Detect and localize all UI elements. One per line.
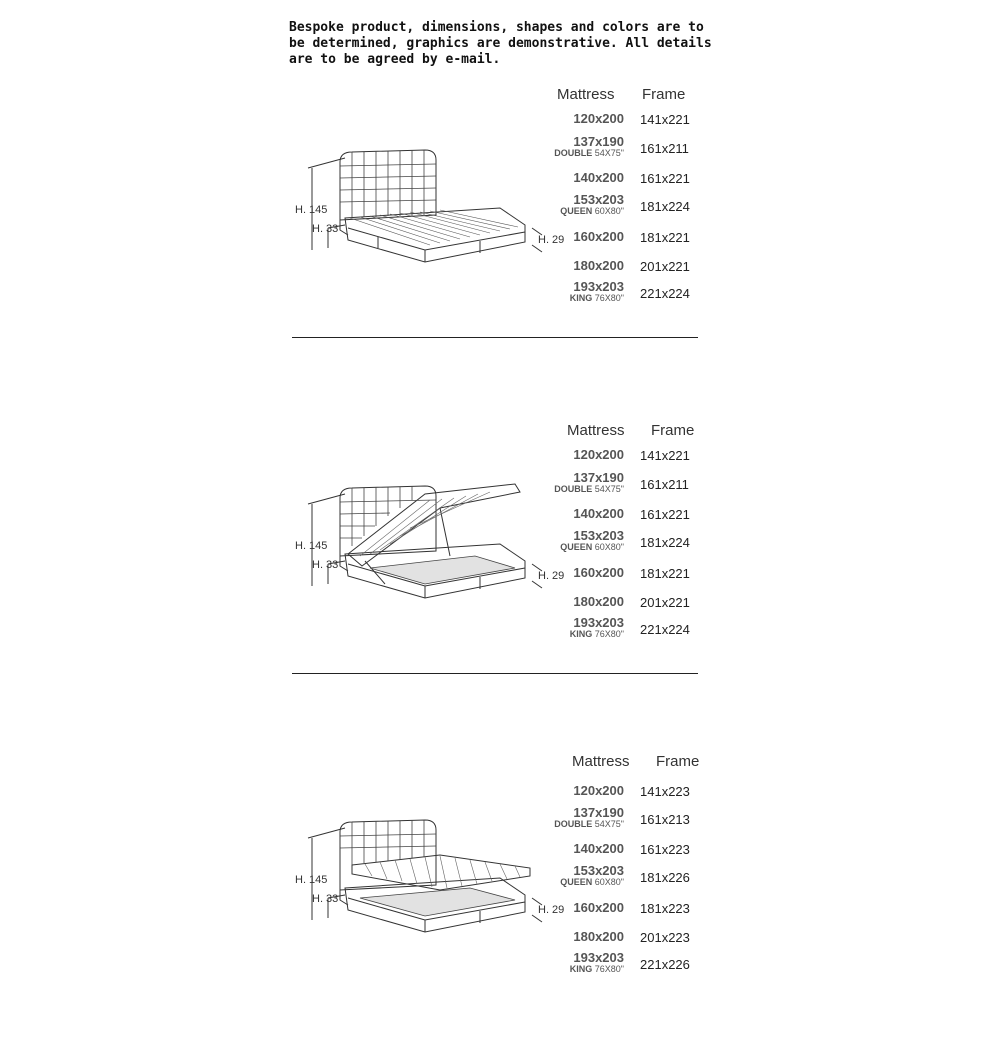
frame-size: 221x226 xyxy=(640,957,690,972)
frame-size: 181x223 xyxy=(640,901,690,916)
frame-size: 161x221 xyxy=(640,507,690,522)
dim-side-height: H. 29 xyxy=(538,234,565,246)
size-row xyxy=(540,135,710,165)
mattress-note-size: 54X75" xyxy=(594,484,624,494)
mattress-note-size: 60X80" xyxy=(594,206,624,216)
size-row xyxy=(540,806,710,836)
mattress-size: 153x203 xyxy=(573,192,624,207)
mattress-size: 180x200 xyxy=(573,929,624,944)
header-frame: Frame xyxy=(642,86,686,103)
frame-size: 181x224 xyxy=(640,535,690,550)
mattress-note: DOUBLE xyxy=(554,484,593,494)
size-row xyxy=(540,193,710,223)
mattress-size: 120x200 xyxy=(573,111,624,126)
frame-size: 161x221 xyxy=(640,171,690,186)
size-row xyxy=(540,228,710,258)
mattress-size: 140x200 xyxy=(573,841,624,856)
frame-size: 221x224 xyxy=(640,286,690,301)
dim-side-height: H. 29 xyxy=(538,904,565,916)
size-row xyxy=(540,864,710,894)
frame-size: 221x224 xyxy=(640,622,690,637)
mattress-size: 140x200 xyxy=(573,506,624,521)
mattress-size: 120x200 xyxy=(573,447,624,462)
mattress-note: KING xyxy=(569,629,593,639)
mattress-size: 120x200 xyxy=(573,783,624,798)
frame-size: 141x221 xyxy=(640,448,690,463)
mattress-note: QUEEN xyxy=(560,877,593,887)
frame-size: 181x224 xyxy=(640,199,690,214)
dim-side-height: H. 29 xyxy=(538,570,565,582)
header-mattress: Mattress xyxy=(567,422,625,439)
mattress-note-size: 76X80" xyxy=(594,293,624,303)
dim-base-height: H. 33 xyxy=(312,893,339,905)
frame-size: 141x223 xyxy=(640,784,690,799)
dim-total-height: H. 145 xyxy=(295,874,328,886)
mattress-note-size: 76X80" xyxy=(594,629,624,639)
header-frame: Frame xyxy=(651,422,695,439)
size-row xyxy=(540,280,710,310)
mattress-note-size: 76X80" xyxy=(594,964,624,974)
section-divider xyxy=(292,673,698,674)
size-row xyxy=(540,616,710,646)
mattress-note: DOUBLE xyxy=(554,148,593,158)
mattress-size: 180x200 xyxy=(573,594,624,609)
mattress-size: 137x190 xyxy=(573,470,624,485)
header-frame: Frame xyxy=(656,753,700,770)
frame-size: 161x213 xyxy=(640,812,690,827)
header-mattress: Mattress xyxy=(572,753,630,770)
notice-line-3: are to be agreed by e-mail. xyxy=(289,52,501,67)
notice-line-2: be determined, graphics are demonstrative. All details xyxy=(289,36,712,51)
mattress-note-size: 54X75" xyxy=(594,819,624,829)
frame-size: 201x221 xyxy=(640,259,690,274)
frame-size: 181x226 xyxy=(640,870,690,885)
size-row xyxy=(540,471,710,501)
frame-size: 181x221 xyxy=(640,230,690,245)
frame-size: 161x211 xyxy=(640,141,689,156)
frame-size: 161x211 xyxy=(640,477,689,492)
mattress-size: 180x200 xyxy=(573,258,624,273)
size-row xyxy=(540,564,710,594)
notice-line-1: Bespoke product, dimensions, shapes and colors are to xyxy=(289,20,704,35)
mattress-size: 137x190 xyxy=(573,805,624,820)
frame-size: 201x223 xyxy=(640,930,690,945)
size-row xyxy=(540,951,710,981)
mattress-note-size: 54X75" xyxy=(594,148,624,158)
dim-base-height: H. 33 xyxy=(312,223,339,235)
mattress-note: QUEEN xyxy=(560,206,593,216)
mattress-note-size: 60X80" xyxy=(594,542,624,552)
bed-section-side-lift xyxy=(0,416,1000,716)
dim-total-height: H. 145 xyxy=(295,204,328,216)
mattress-size: 193x203 xyxy=(573,279,624,294)
mattress-size: 153x203 xyxy=(573,863,624,878)
section-divider xyxy=(292,337,698,338)
mattress-note-size: 60X80" xyxy=(594,877,624,887)
frame-size: 141x221 xyxy=(640,112,690,127)
mattress-size: 160x200 xyxy=(573,229,624,244)
mattress-note: KING xyxy=(569,964,593,974)
frame-size: 181x221 xyxy=(640,566,690,581)
mattress-size: 193x203 xyxy=(573,615,624,630)
mattress-note: KING xyxy=(569,293,593,303)
mattress-size: 160x200 xyxy=(573,900,624,915)
mattress-note: QUEEN xyxy=(560,542,593,552)
size-row xyxy=(540,899,710,929)
mattress-size: 193x203 xyxy=(573,950,624,965)
header-mattress: Mattress xyxy=(557,86,615,103)
dim-base-height: H. 33 xyxy=(312,559,339,571)
bed-section-front-lift xyxy=(0,750,1000,1050)
dim-total-height: H. 145 xyxy=(295,540,328,552)
mattress-size: 153x203 xyxy=(573,528,624,543)
bed-section-fixed-base xyxy=(0,80,1000,380)
mattress-size: 137x190 xyxy=(573,134,624,149)
mattress-size: 160x200 xyxy=(573,565,624,580)
bespoke-notice xyxy=(289,20,712,68)
mattress-size: 140x200 xyxy=(573,170,624,185)
frame-size: 161x223 xyxy=(640,842,690,857)
size-row xyxy=(540,529,710,559)
frame-size: 201x221 xyxy=(640,595,690,610)
mattress-note: DOUBLE xyxy=(554,819,593,829)
